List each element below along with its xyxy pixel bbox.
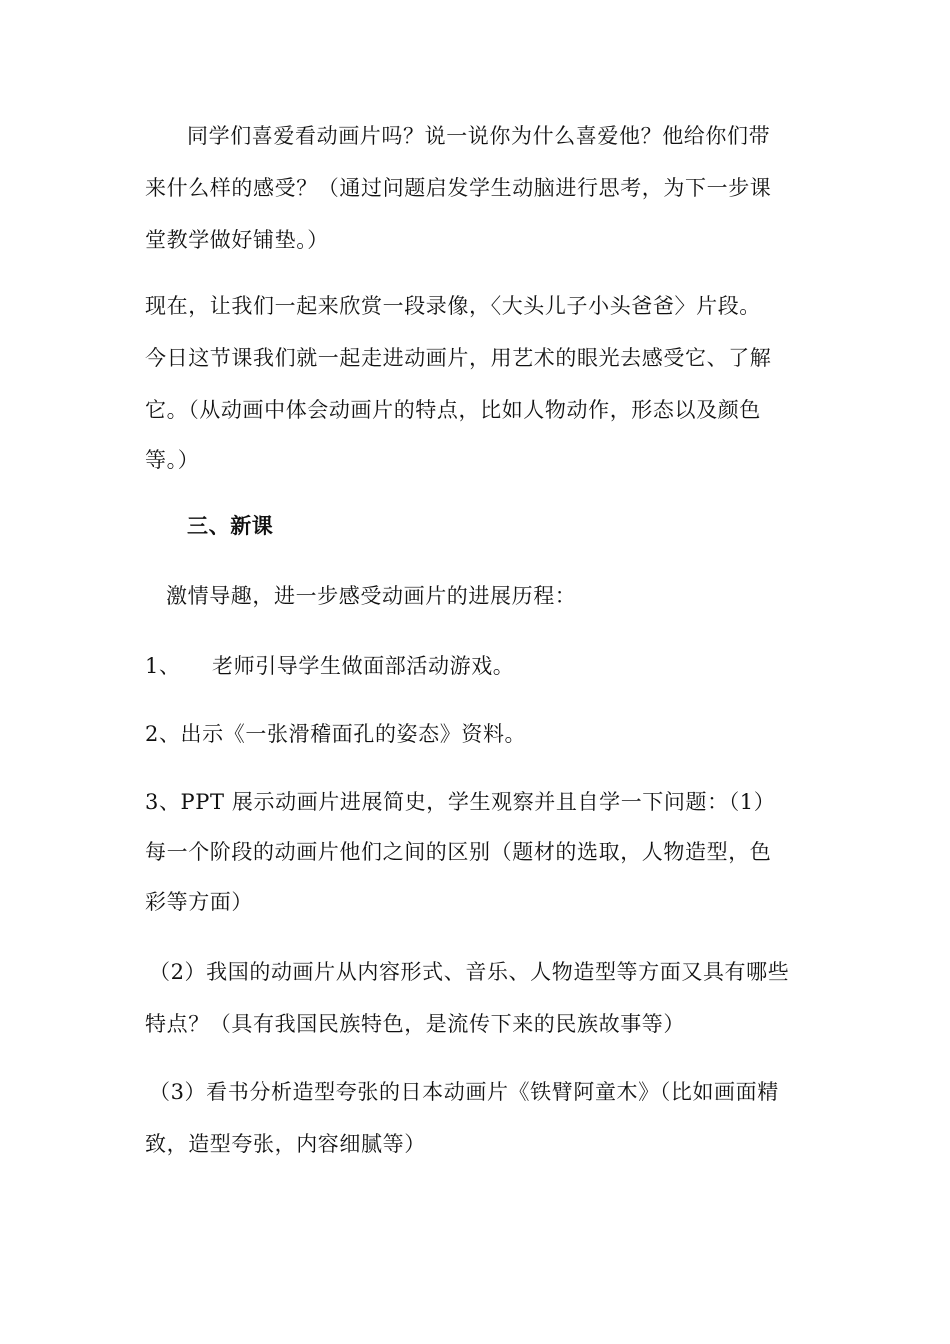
sub-item-2-line-2: 特点？（具有我国民族特色，是流传下来的民族故事等） [145,1012,685,1036]
intro-paragraph-line-3: 堂教学做好铺垫。） [145,228,329,252]
list-item-1-text: 老师引导学生做面部活动游戏。 [212,654,515,678]
intro-paragraph-line-1: 同学们喜爱看动画片吗？说一说你为什么喜爱他？他给你们带 [187,124,771,148]
intro-paragraph-line-2: 来什么样的感受？（通过问题启发学生动脑进行思考，为下一步课 [145,176,772,200]
video-paragraph-line-3: 它。（从动画中体会动画片的特点，比如人物动作，形态以及颜色 [145,398,761,422]
video-paragraph-line-4: 等。） [145,448,200,472]
section-heading: 三、新课 [187,513,274,538]
list-item-3-line-2: 每一个阶段的动画片他们之间的区别（题材的选取，人物造型，色 [145,840,772,864]
list-item-1-number: 1、 [145,654,181,678]
sub-item-2-line-1: （2）我国的动画片从内容形式、音乐、人物造型等方面又具有哪些 [149,960,790,984]
list-item-3-line-1: 3、PPT 展示动画片进展简史，学生观察并且自学一下问题：（1） [145,790,776,814]
sub-item-3-line-2: 致，造型夸张，内容细腻等） [145,1132,426,1156]
video-paragraph-line-2: 今日这节课我们就一起走进动画片，用艺术的眼光去感受它、了解 [145,346,772,370]
video-paragraph-line-1: 现在，让我们一起来欣赏一段录像，〈大头儿子小头爸爸〉片段。 [145,294,761,318]
list-item-2: 2、出示《一张滑稽面孔的姿态》资料。 [145,722,527,746]
intro-sentence: 激情导趣，进一步感受动画片的进展历程： [166,584,577,608]
list-item-3-line-3: 彩等方面） [145,890,253,914]
sub-item-3-line-1: （3）看书分析造型夸张的日本动画片《铁臂阿童木》（比如画面精 [149,1080,779,1104]
